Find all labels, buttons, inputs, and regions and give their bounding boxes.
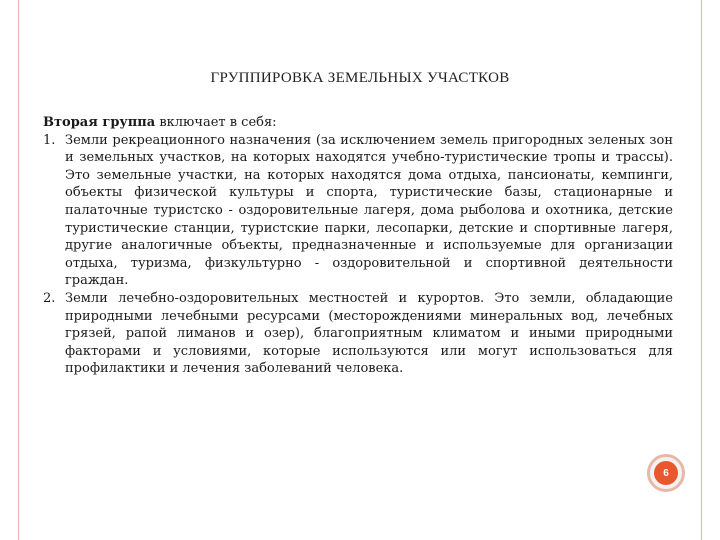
list-item-number: 1. (43, 132, 56, 148)
page-number-badge (647, 454, 685, 492)
slide-content (43, 114, 673, 378)
list-item (43, 290, 673, 378)
list-item-text: Земли рекреационного назначения (за исключением земель пригородных зеленых зон и земельных участков, на которых находятся учебно-туристические тропы и трассы). Это земельные участки, на которых находятся дома отдыха, пансионаты, кемпинги, объекты физической культуры и спорта, туристические базы, стационарные и палаточные туристско - оздоровительные лагеря, дома рыболова и охотника, детские туристические станции, туристские парки, лесопарки, детские и спортивные лагеря, другие аналогичные объекты, предназначенные и используемые для организации отдыха, туризма, физкультурно - оздоровительной и спортивной деятельности граждан. (65, 132, 673, 289)
intro-line (43, 114, 673, 132)
list-item-text: Земли лечебно-оздоровительных местностей и курортов. Это земли, обладающие природными лечебными ресурсами (месторождениями минеральных вод, лечебных грязей, рапой лиманов и озер), благоприятным климатом и иными природными факторами и условиями, которые используются или могут использоваться для профилактики и лечения заболеваний человека. (65, 290, 673, 377)
slide-title: ГРУППИРОВКА ЗЕМЕЛЬНЫХ УЧАСТКОВ (210, 70, 510, 86)
list-item-number: 2. (43, 290, 56, 306)
intro-strong: Вторая группа (43, 115, 156, 130)
page-number: 6 (654, 461, 678, 485)
land-list (43, 132, 673, 378)
intro-rest: включает в себя: (155, 115, 277, 130)
list-item (43, 132, 673, 290)
